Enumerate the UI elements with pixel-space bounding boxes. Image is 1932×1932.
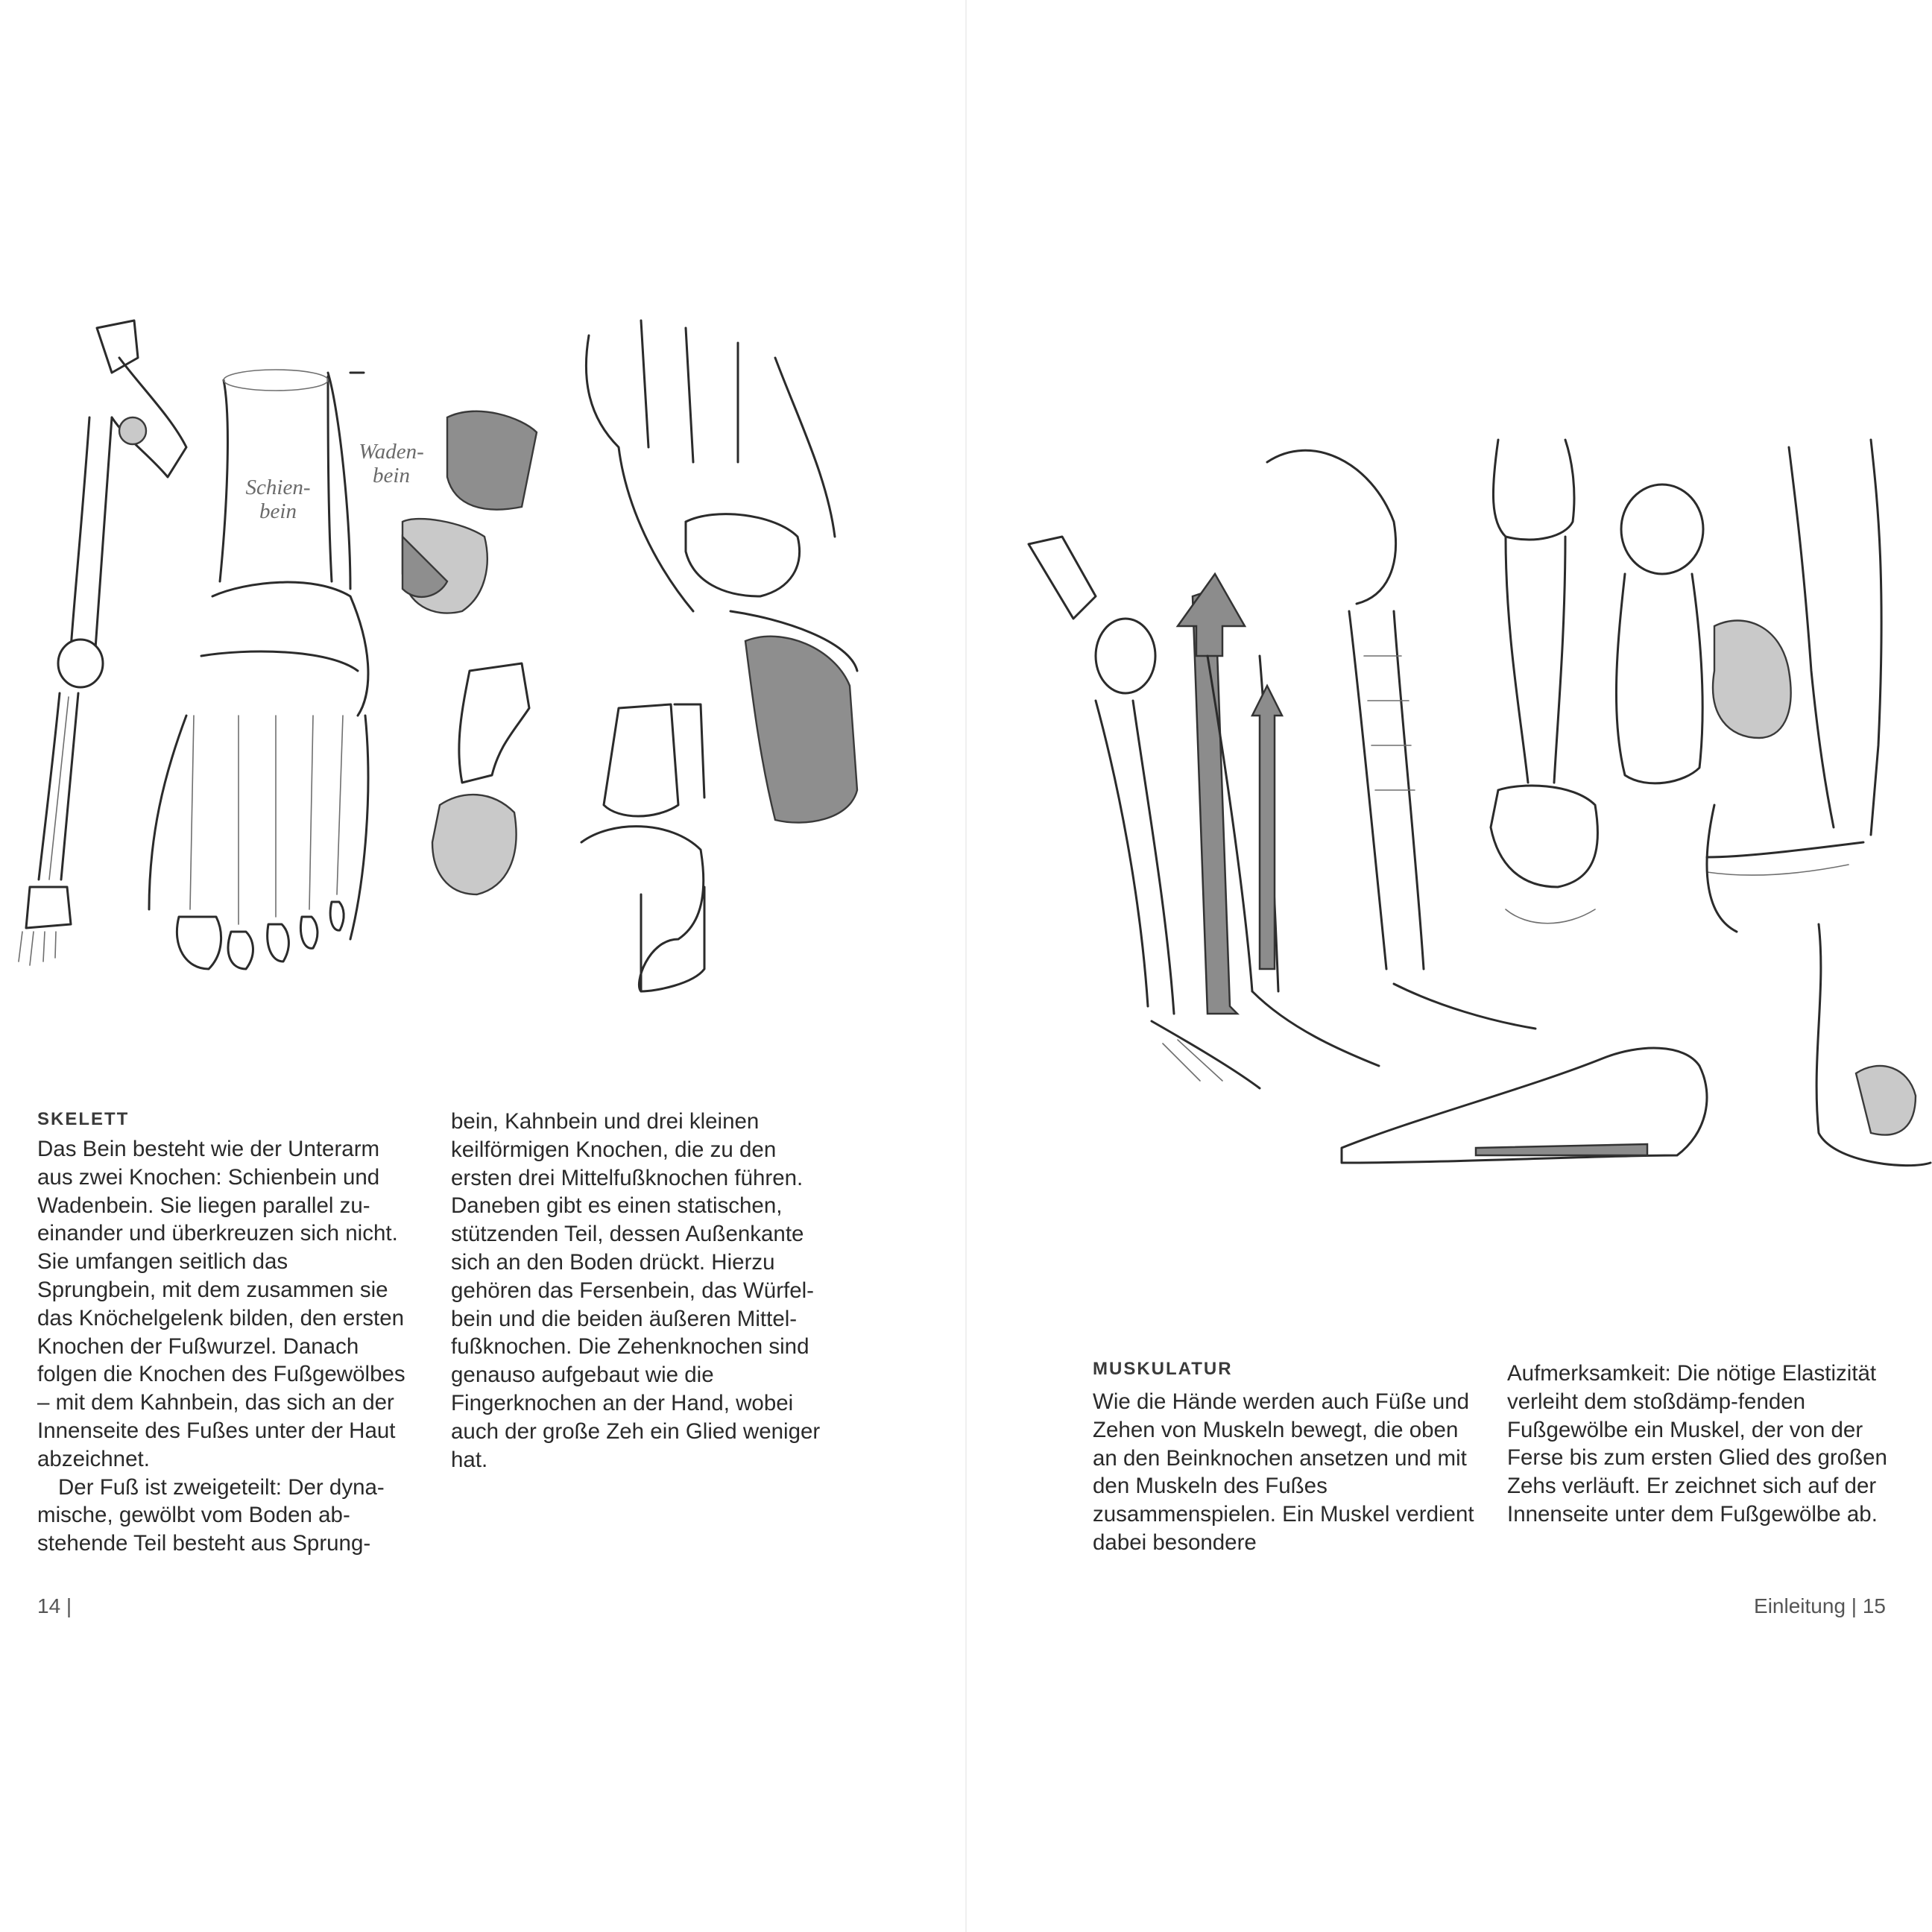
paragraph-4: Wie die Hände werden auch Füße und Zehen von Muskeln bewegt, die oben an den Beinknochen ansetzen und mit den Muskeln des Fußes zusammenspielen. Ein Muskel verdient dabei besondere bbox=[1093, 1389, 1474, 1555]
paragraph-5: Aufmerksamkeit: Die nötige Elastizität verleiht dem stoßdämp-fenden Fußgewölbe ein Muskel, der von der Ferse bis zum ersten Glied des großen Zehs verläuft. Er zeichnet sich auf der Innenseite unter dem Fußgewölbe ab. bbox=[1507, 1361, 1887, 1527]
right-text-column-1 bbox=[1093, 1388, 1480, 1557]
leg-skeleton-drawing bbox=[19, 321, 186, 965]
paragraph-3: bein, Kahnbein und drei kleinen keilförmigen Knochen, die zu den ersten drei Mittelfußknochen führen. Daneben gibt es einen statischen, stützenden Teil, dessen Außenkante sich an den Boden drückt. Hierzu gehören das Fersenbein, das Würfel-bein und die beiden äußeren Mittel-fußknochen. Die Zehenknochen sind genauso aufgebaut wie die Fingerknochen an der Hand, wobei auch der große Zeh ein Glied weniger hat. bbox=[451, 1109, 821, 1472]
paragraph-2: Der Fuß ist zweigeteilt: Der dyna-mische, gewölbt vom Boden ab-stehende Teil besteht aus Sprung- bbox=[37, 1474, 385, 1556]
foot-top-view-drawing bbox=[586, 321, 857, 823]
page-number-left: 14 | bbox=[37, 1594, 72, 1617]
bent-leg-drawing bbox=[1267, 450, 1535, 1029]
label-tibia: Schien- bein bbox=[245, 476, 311, 523]
foot-arch-drawing bbox=[1342, 924, 1931, 1166]
section-heading-muscles: MUSKULATUR bbox=[1093, 1359, 1233, 1379]
left-text-column-2 bbox=[451, 1108, 835, 1474]
leg-muscle-arrows-drawing bbox=[1178, 574, 1379, 1066]
page-number-right: Einleitung | 15 bbox=[1754, 1594, 1886, 1617]
right-text-column-2 bbox=[1507, 1360, 1895, 1529]
section-heading-skeleton: SKELETT bbox=[37, 1109, 130, 1129]
ankle-joint-drawing bbox=[432, 663, 704, 991]
paragraph-1: Das Bein besteht wie der Unterarm aus zwei Knochen: Schienbein und Wadenbein. Sie liegen parallel zu-einander und überkreuzen sich nicht. Sie umfangen seitlich das Sprungbein, mit dem zusammen sie das Knöchelgelenk bilden, den ersten Knochen der Fußwurzel. Danach folgen die Knochen des Fußgewölbes – mit dem Kahnbein, das sich an der Innenseite des Fußes unter der Haut abzeichnet. bbox=[37, 1137, 405, 1471]
leg-front-view-drawing bbox=[1491, 440, 1597, 924]
foot-sole-drawing bbox=[1616, 484, 1790, 783]
left-text-column-1 bbox=[37, 1135, 410, 1558]
label-fibula: Waden- bein bbox=[359, 440, 424, 487]
foot-front-view-drawing bbox=[149, 370, 368, 969]
